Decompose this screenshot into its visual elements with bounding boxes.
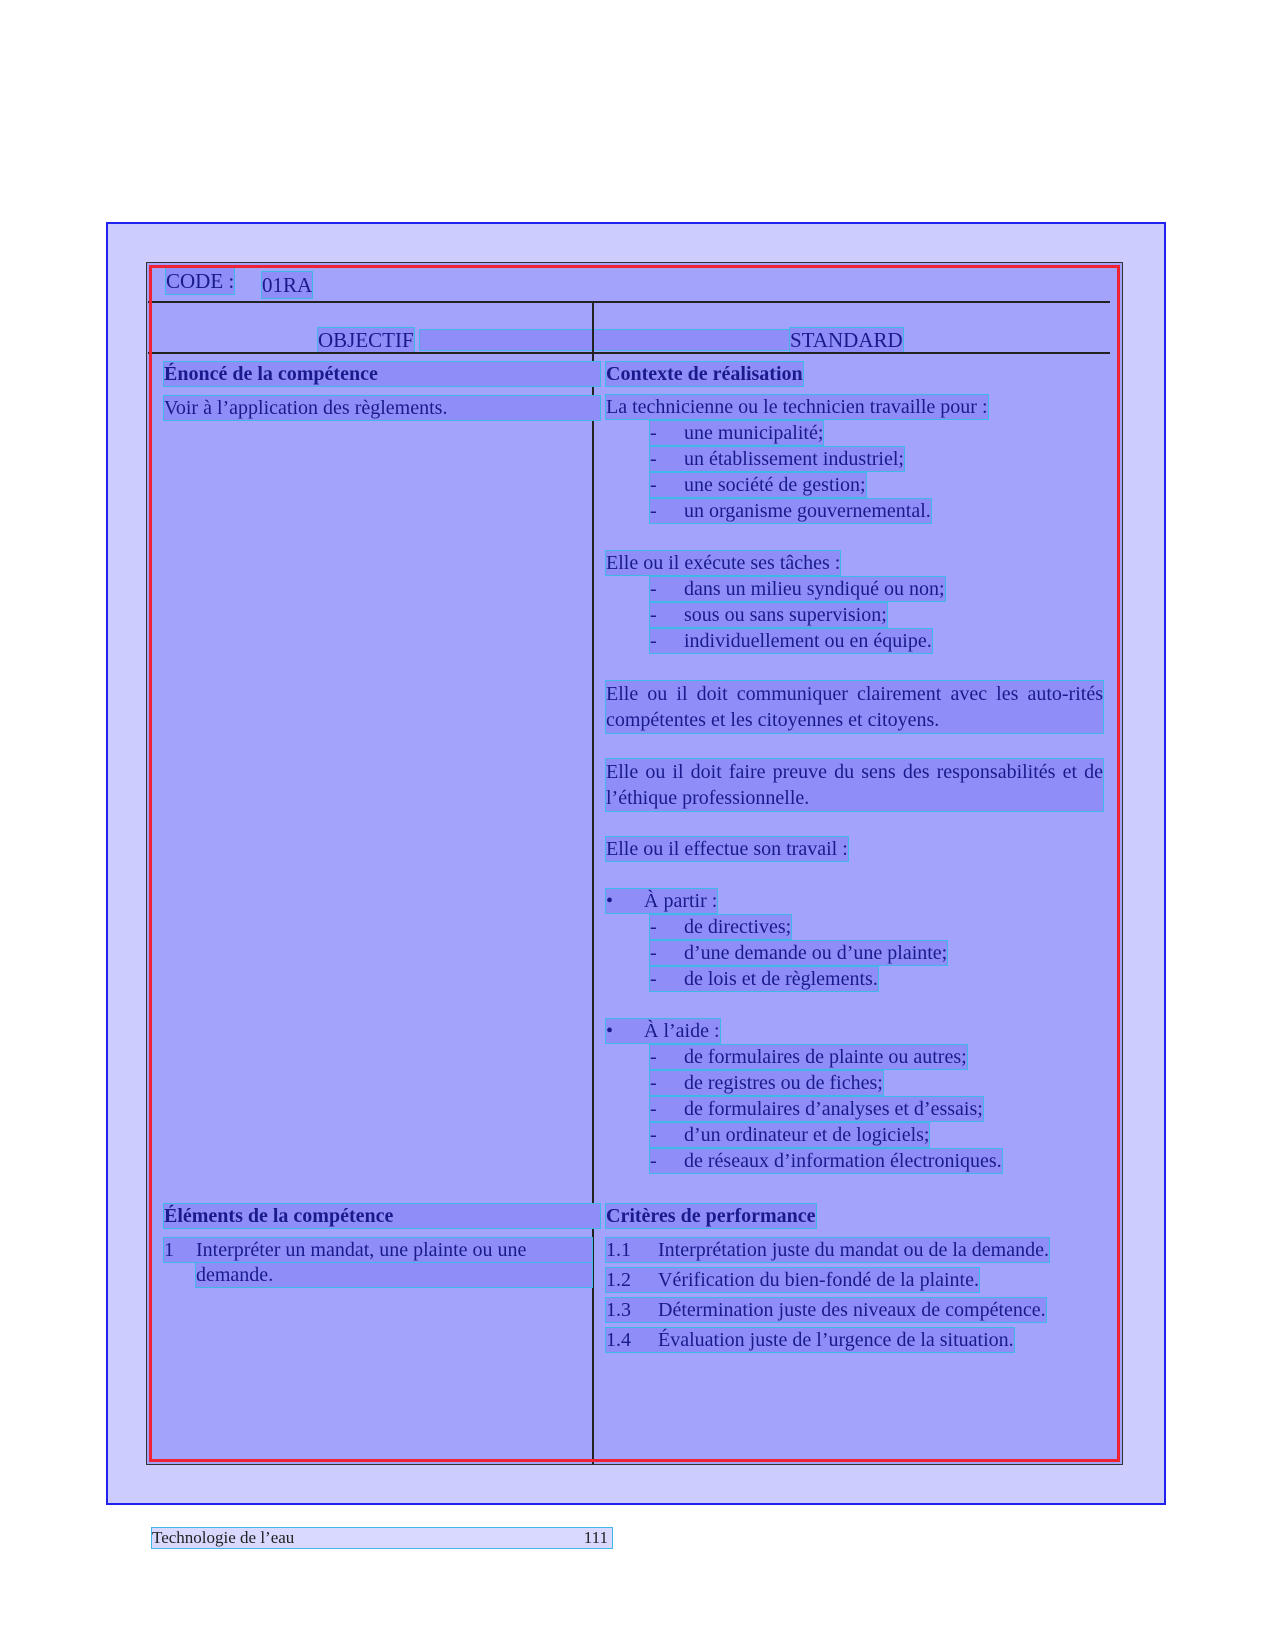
bullet-marker: • (606, 1020, 614, 1042)
list3-item: - d’une demande ou d’une plainte; (650, 942, 948, 964)
dash-marker: - (650, 942, 657, 964)
enonce-title: Énoncé de la compétence (164, 362, 600, 386)
element-1 (164, 1238, 592, 1262)
page-footer (152, 1528, 612, 1548)
list4-item: - de formulaires d’analyses et d’essais; (650, 1098, 983, 1120)
dash-marker: - (650, 448, 657, 470)
page-number: 111 (583, 1528, 608, 1547)
contexte-paragraph-1: Elle ou il doit communiquer clairement avec les auto-rités compétentes et les citoyennes et citoyens. (606, 683, 1103, 731)
code-label: CODE : (166, 269, 235, 293)
column-divider (592, 302, 594, 1464)
dash-marker: - (650, 630, 657, 652)
list4-item: - de registres ou de fiches; (650, 1072, 883, 1094)
column-header-band (420, 330, 790, 350)
list1-item: - une société de gestion; (650, 474, 866, 496)
enonce-text: Voir à l’application des règlements. (164, 396, 600, 420)
contexte-intro-1: La technicienne ou le technicien travaille pour : (606, 396, 988, 418)
bullet-marker: • (606, 890, 614, 912)
dash-marker: - (650, 1150, 657, 1172)
dash-marker: - (650, 968, 657, 990)
dash-marker: - (650, 1046, 657, 1068)
dash-marker: - (650, 604, 657, 626)
list2-item: - individuellement ou en équipe. (650, 630, 932, 652)
column-header-divider (148, 352, 1110, 354)
critere-item: 1.3 Détermination juste des niveaux de compétence. (606, 1299, 1046, 1321)
list1-item: - une municipalité; (650, 422, 824, 444)
column-header-objectif: OBJECTIF (318, 328, 414, 352)
dash-marker: - (650, 474, 657, 496)
elements-title: Éléments de la compétence (164, 1204, 600, 1228)
dash-marker: - (650, 1072, 657, 1094)
code-value: 01RA (262, 273, 313, 297)
critere-item: 1.1 Interprétation juste du mandat ou de la demande. (606, 1239, 1049, 1261)
dash-marker: - (650, 916, 657, 938)
criteres-title: Critères de performance (606, 1205, 816, 1227)
dash-marker: - (650, 1124, 657, 1146)
contexte-title: Contexte de réalisation (606, 363, 803, 385)
dash-marker: - (650, 1098, 657, 1120)
list3-item: - de lois et de règlements. (650, 968, 878, 990)
element-number: 1 (164, 1239, 174, 1261)
critere-item: 1.4 Évaluation juste de l’urgence de la situation. (606, 1329, 1014, 1351)
element-line1: Interpréter un mandat, une plainte ou une (196, 1239, 527, 1261)
contexte-intro-2: Elle ou il exécute ses tâches : (606, 552, 841, 574)
list2-item: - sous ou sans supervision; (650, 604, 887, 626)
list2-item: - dans un milieu syndiqué ou non; (650, 578, 945, 600)
dash-marker: - (650, 500, 657, 522)
bullet-a-partir: • À partir : (606, 890, 718, 912)
contexte-intro-3: Elle ou il effectue son travail : (606, 838, 848, 860)
list4-item: - de formulaires de plainte ou autres; (650, 1046, 967, 1068)
list4-item: - d’un ordinateur et de logiciels; (650, 1124, 930, 1146)
critere-item: 1.2 Vérification du bien-fondé de la plainte. (606, 1269, 979, 1291)
header-divider (148, 301, 1110, 303)
dash-marker: - (650, 422, 657, 444)
column-header-standard: STANDARD (790, 328, 903, 352)
element-1-line2: demande. (196, 1263, 592, 1287)
list1-item: - un établissement industriel; (650, 448, 904, 470)
dash-marker: - (650, 578, 657, 600)
footer-title: Technologie de l’eau (152, 1528, 295, 1547)
bullet-a-l-aide: • À l’aide : (606, 1020, 720, 1042)
list3-item: - de directives; (650, 916, 792, 938)
list1-item: - un organisme gouvernemental. (650, 500, 931, 522)
contexte-paragraph-2: Elle ou il doit faire preuve du sens des responsabilités et de l’éthique professionnelle. (606, 761, 1103, 809)
list4-item: - de réseaux d’information électroniques. (650, 1150, 1002, 1172)
